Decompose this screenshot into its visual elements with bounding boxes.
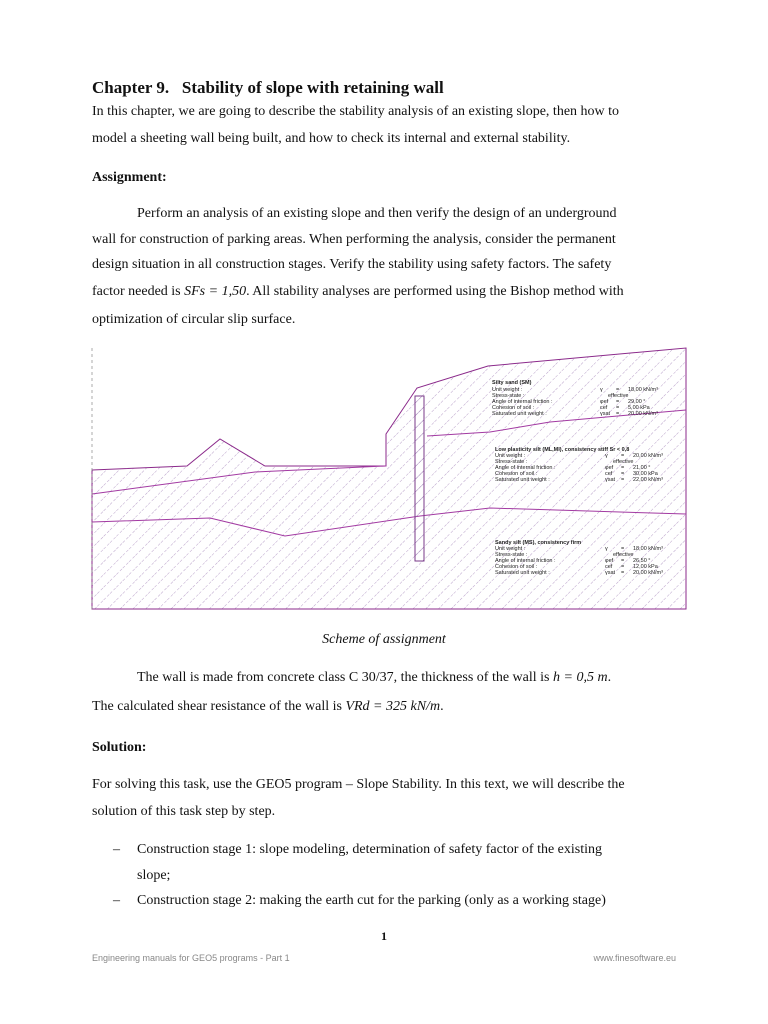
bullet-2-line-1: Construction stage 2: making the earth cut for the parking (only as a working stage) xyxy=(137,893,606,908)
shear-resistance-formula: VRd = 325 kN/m xyxy=(345,699,441,714)
soil-2-prop-label: Angle of internal friction : xyxy=(495,465,556,471)
safety-factor-formula: SFs = 1,50 xyxy=(184,284,247,299)
soil-1-prop-sym: cef xyxy=(600,405,608,411)
chapter-title: Stability of slope with retaining wall xyxy=(181,78,444,97)
svg-text:=: = xyxy=(621,465,625,471)
soil-3-prop-label: Angle of internal friction : xyxy=(495,558,556,564)
soil-3-prop-label: Unit weight : xyxy=(495,546,526,552)
soil-1-prop-label: Cohesion of soil : xyxy=(492,405,535,411)
soil-1-prop-value: 29,00 ° xyxy=(628,399,646,405)
soil-3-prop-value: effective xyxy=(613,552,634,558)
soil-2-prop-label: Saturated unit weight : xyxy=(495,477,550,483)
wall-line-2-post: . xyxy=(440,699,444,714)
svg-text:=: = xyxy=(616,399,620,405)
soil-2-prop-value: 30,00 kPa xyxy=(633,471,658,477)
svg-text:=: = xyxy=(616,405,620,411)
assignment-line-5: optimization of circular slip surface. xyxy=(92,312,296,327)
intro-line-1: In this chapter, we are going to describe the stability analysis of an existing slope, then how to xyxy=(92,104,620,119)
soil-3-prop-value: 20,00 kN/m³ xyxy=(633,570,663,576)
soil-2-prop-sym: γsat xyxy=(605,477,616,483)
bullet-dash: – xyxy=(113,842,120,857)
soil-3-prop-value: 26,50 ° xyxy=(633,558,651,564)
soil-3-prop-value: 12,00 kPa xyxy=(633,564,658,570)
soil-3-prop-sym: γsat xyxy=(605,570,616,576)
soil-2-prop-value: 21,00 ° xyxy=(633,465,651,471)
soil-2-prop-label: Stress-state : xyxy=(495,459,528,465)
svg-text:=: = xyxy=(621,570,625,576)
solution-heading: Solution: xyxy=(92,740,147,755)
chapter-heading xyxy=(92,78,444,98)
footer-left: Engineering manuals for GEO5 programs - Part 1 xyxy=(92,953,290,963)
soil-1-prop-sym: φef xyxy=(600,399,609,405)
soil-2-prop-value: effective xyxy=(613,459,634,465)
wall-line-1 xyxy=(137,670,611,686)
soil-2-prop-value: 22,00 kN/m³ xyxy=(633,477,663,483)
svg-text:=: = xyxy=(616,387,620,393)
soil-3-name: Sandy silt (MS), consistency firm xyxy=(495,540,582,546)
soil-2-prop-label: Cohesion of soil : xyxy=(495,471,538,477)
soil-3-prop-label: Saturated unit weight : xyxy=(495,570,550,576)
soil-3-prop-sym: γ xyxy=(605,546,608,552)
wall-line-2-pre: The calculated shear resistance of the wall is xyxy=(92,699,342,714)
page-number: 1 xyxy=(381,929,387,943)
solution-line-1: For solving this task, use the GEO5 program – Slope Stability. In this text, we will describe the xyxy=(92,777,625,792)
assignment-heading: Assignment: xyxy=(92,170,167,185)
figure-caption: Scheme of assignment xyxy=(322,632,446,647)
footer-right: www.finesoftware.eu xyxy=(593,953,676,963)
soil-1-prop-value: 18,00 kN/m³ xyxy=(628,387,658,393)
soil-1-prop-label: Saturated unit weight : xyxy=(492,411,547,417)
wall-line-2 xyxy=(92,699,444,715)
svg-text:=: = xyxy=(621,564,625,570)
solution-line-2: solution of this task step by step. xyxy=(92,804,276,819)
assignment-line-4-pre: factor needed is xyxy=(92,284,181,299)
assignment-line-4 xyxy=(92,284,624,300)
soil-1-prop-label: Stress-state : xyxy=(492,393,525,399)
wall-thickness-formula: h = 0,5 m xyxy=(553,670,608,685)
soil-2-prop-sym: φef xyxy=(605,465,614,471)
soil-1-prop-sym: γsat xyxy=(600,411,611,417)
soil-1-prop-label: Unit weight : xyxy=(492,387,523,393)
svg-text:=: = xyxy=(621,477,625,483)
soil-body xyxy=(92,348,686,609)
soil-3-prop-value: 18,00 kN/m³ xyxy=(633,546,663,552)
retaining-wall xyxy=(415,396,424,561)
assignment-line-1: Perform an analysis of an existing slope and then verify the design of an underground xyxy=(137,206,617,221)
svg-text:=: = xyxy=(621,453,625,459)
slope-scheme-figure xyxy=(90,346,696,612)
soil-1-prop-value: effective xyxy=(608,393,629,399)
chapter-number: Chapter 9. xyxy=(92,78,170,97)
soil-2-name: Low plasticity silt (ML,MI), consistency stiff Sr < 0,8 xyxy=(495,447,630,453)
soil-1-name: Silty sand (SM) xyxy=(492,380,532,386)
intro-line-2: model a sheeting wall being built, and how to check its internal and external stability. xyxy=(92,131,571,146)
svg-text:=: = xyxy=(621,558,625,564)
soil-2-prop-value: 20,00 kN/m³ xyxy=(633,453,663,459)
soil-3-prop-label: Stress-state : xyxy=(495,552,528,558)
soil-1-prop-value: 20,00 kN/m³ xyxy=(628,411,658,417)
svg-text:=: = xyxy=(621,546,625,552)
soil-2-prop-label: Unit weight : xyxy=(495,453,526,459)
soil-1-prop-label: Angle of internal friction : xyxy=(492,399,553,405)
bullet-dash: – xyxy=(113,893,120,908)
soil-1-prop-sym: γ xyxy=(600,387,603,393)
svg-text:=: = xyxy=(616,411,620,417)
soil-3-prop-label: Cohesion of soil : xyxy=(495,564,538,570)
svg-text:=: = xyxy=(621,471,625,477)
soil-3-prop-sym: φef xyxy=(605,558,614,564)
bullet-1-line-1: Construction stage 1: slope modeling, determination of safety factor of the existing xyxy=(137,842,603,857)
soil-1-prop-value: 5,00 kPa xyxy=(628,405,650,411)
wall-line-1-pre: The wall is made from concrete class C 30/37, the thickness of the wall is xyxy=(137,670,550,685)
assignment-line-2: wall for construction of parking areas. When performing the analysis, consider the permanent xyxy=(92,232,616,247)
soil-2-prop-sym: γ xyxy=(605,453,608,459)
soil-3-prop-sym: cef xyxy=(605,564,613,570)
wall-line-1-post: . xyxy=(607,670,612,685)
soil-2-prop-sym: cef xyxy=(605,471,613,477)
bullet-1-line-2: slope; xyxy=(137,868,171,883)
assignment-line-4-post: . All stability analyses are performed using the Bishop method with xyxy=(246,284,624,299)
assignment-line-3: design situation in all construction stages. Verify the stability using safety factors. The safety xyxy=(92,257,612,272)
